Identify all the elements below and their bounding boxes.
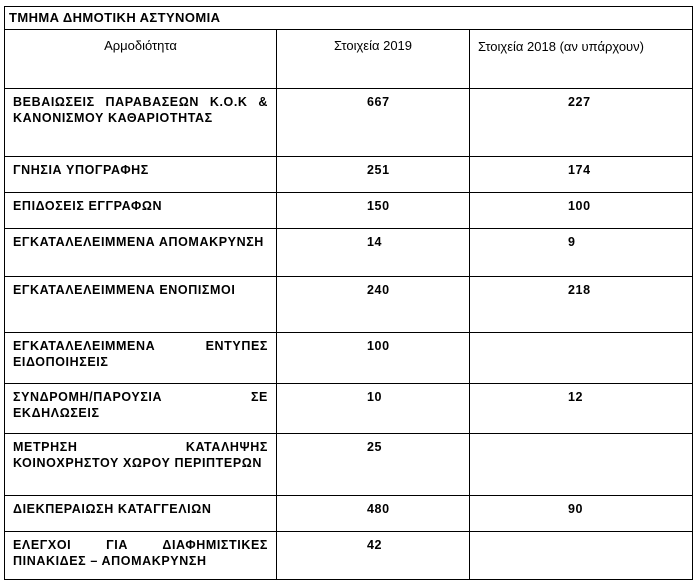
- statistics-table: [4, 6, 693, 580]
- row-value-2018: 12: [470, 384, 693, 434]
- row-value-2019: 10: [277, 384, 470, 434]
- row-value-2019: 667: [277, 89, 470, 157]
- table-title: ΤΜΗΜΑ ΔΗΜΟΤΙΚΗ ΑΣΤΥΝΟΜΙΑ: [5, 7, 693, 30]
- row-value-2019: 150: [277, 193, 470, 229]
- row-value-2018: 90: [470, 496, 693, 532]
- row-value-2018: [470, 434, 693, 496]
- row-value-2019: 25: [277, 434, 470, 496]
- header-data-2018: Στοιχεία 2018 (αν υπάρχουν): [470, 30, 693, 89]
- row-value-2019: 251: [277, 157, 470, 193]
- header-data-2019: Στοιχεία 2019: [277, 30, 470, 89]
- row-value-2018: [470, 532, 693, 580]
- row-label: ΕΠΙΔΟΣΕΙΣ ΕΓΓΡΑΦΩΝ: [5, 193, 277, 229]
- table-row: [5, 333, 693, 384]
- table-row: [5, 89, 693, 157]
- header-responsibility: Αρμοδιότητα: [5, 30, 277, 89]
- row-value-2019: 240: [277, 277, 470, 333]
- row-label: ΕΛΕΓΧΟΙ ΓΙΑ ΔΙΑΦΗΜΙΣΤΙΚΕΣ ΠΙΝΑΚΙΔΕΣ – ΑΠΟΜΑΚΡΥΝΣΗ: [5, 532, 277, 580]
- table-header-row: [5, 30, 693, 89]
- table-row: [5, 384, 693, 434]
- row-value-2018: [470, 333, 693, 384]
- row-label: ΔΙΕΚΠΕΡΑΙΩΣΗ ΚΑΤΑΓΓΕΛΙΩΝ: [5, 496, 277, 532]
- row-label: ΕΓΚΑΤΑΛΕΛΕΙΜΜΕΝΑ ΕΝΟΠΙΣΜΟΙ: [5, 277, 277, 333]
- row-value-2018: 227: [470, 89, 693, 157]
- row-label: ΕΓΚΑΤΑΛΕΛΕΙΜΜΕΝΑ ΑΠΟΜΑΚΡΥΝΣΗ: [5, 229, 277, 277]
- table-body: [5, 7, 693, 580]
- row-value-2018: 218: [470, 277, 693, 333]
- row-value-2018: 174: [470, 157, 693, 193]
- table-row: [5, 532, 693, 580]
- row-value-2018: 9: [470, 229, 693, 277]
- row-label: ΓΝΗΣΙΑ ΥΠΟΓΡΑΦΗΣ: [5, 157, 277, 193]
- row-value-2019: 480: [277, 496, 470, 532]
- row-label: ΕΓΚΑΤΑΛΕΛΕΙΜΜΕΝΑ ΕΝΤΥΠΕΣ ΕΙΔΟΠΟΙΗΣΕΙΣ: [5, 333, 277, 384]
- table-title-row: [5, 7, 693, 30]
- row-label: ΣΥΝΔΡΟΜΗ/ΠΑΡΟΥΣΙΑ ΣΕ ΕΚΔΗΛΩΣΕΙΣ: [5, 384, 277, 434]
- table-row: [5, 496, 693, 532]
- table-row: [5, 277, 693, 333]
- row-value-2019: 42: [277, 532, 470, 580]
- table-row: [5, 157, 693, 193]
- table-row: [5, 229, 693, 277]
- table-row: [5, 193, 693, 229]
- row-value-2018: 100: [470, 193, 693, 229]
- statistics-table-frame: [4, 6, 694, 568]
- table-row: [5, 434, 693, 496]
- row-value-2019: 14: [277, 229, 470, 277]
- row-label: ΜΕΤΡΗΣΗ ΚΑΤΑΛΗΨΗΣ ΚΟΙΝΟΧΡΗΣΤΟΥ ΧΩΡΟΥ ΠΕΡΙΠΤΕΡΩΝ: [5, 434, 277, 496]
- row-value-2019: 100: [277, 333, 470, 384]
- row-label: ΒΕΒΑΙΩΣΕΙΣ ΠΑΡΑΒΑΣΕΩΝ Κ.Ο.Κ & ΚΑΝΟΝΙΣΜΟΥ ΚΑΘΑΡΙΟΤΗΤΑΣ: [5, 89, 277, 157]
